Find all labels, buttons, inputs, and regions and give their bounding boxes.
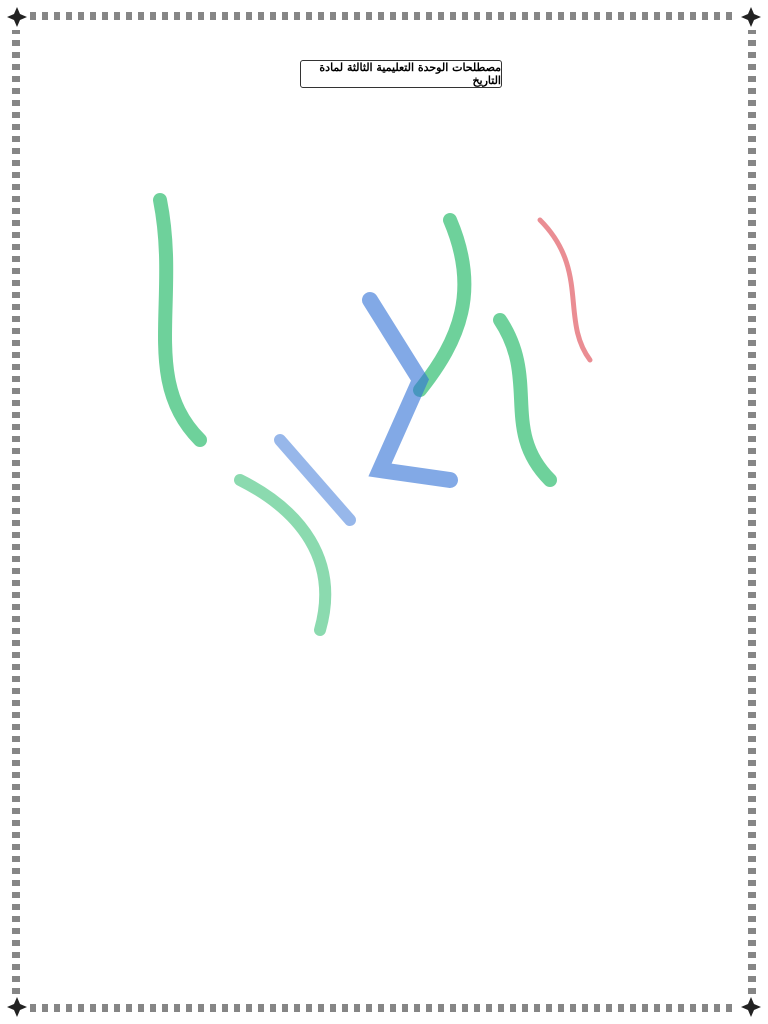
top-border [30, 12, 738, 20]
right-border [748, 30, 756, 994]
page-title-text: مصطلحات الوحدة التعليمية الثالثة لمادة التاريخ [319, 61, 501, 87]
corner-ornament-icon [740, 996, 762, 1018]
corner-ornament-icon [740, 6, 762, 28]
page-title [300, 60, 502, 88]
corner-ornament-icon [6, 6, 28, 28]
watermark [120, 180, 680, 680]
left-border [12, 30, 20, 994]
bottom-border [30, 1004, 738, 1012]
corner-ornament-icon [6, 996, 28, 1018]
